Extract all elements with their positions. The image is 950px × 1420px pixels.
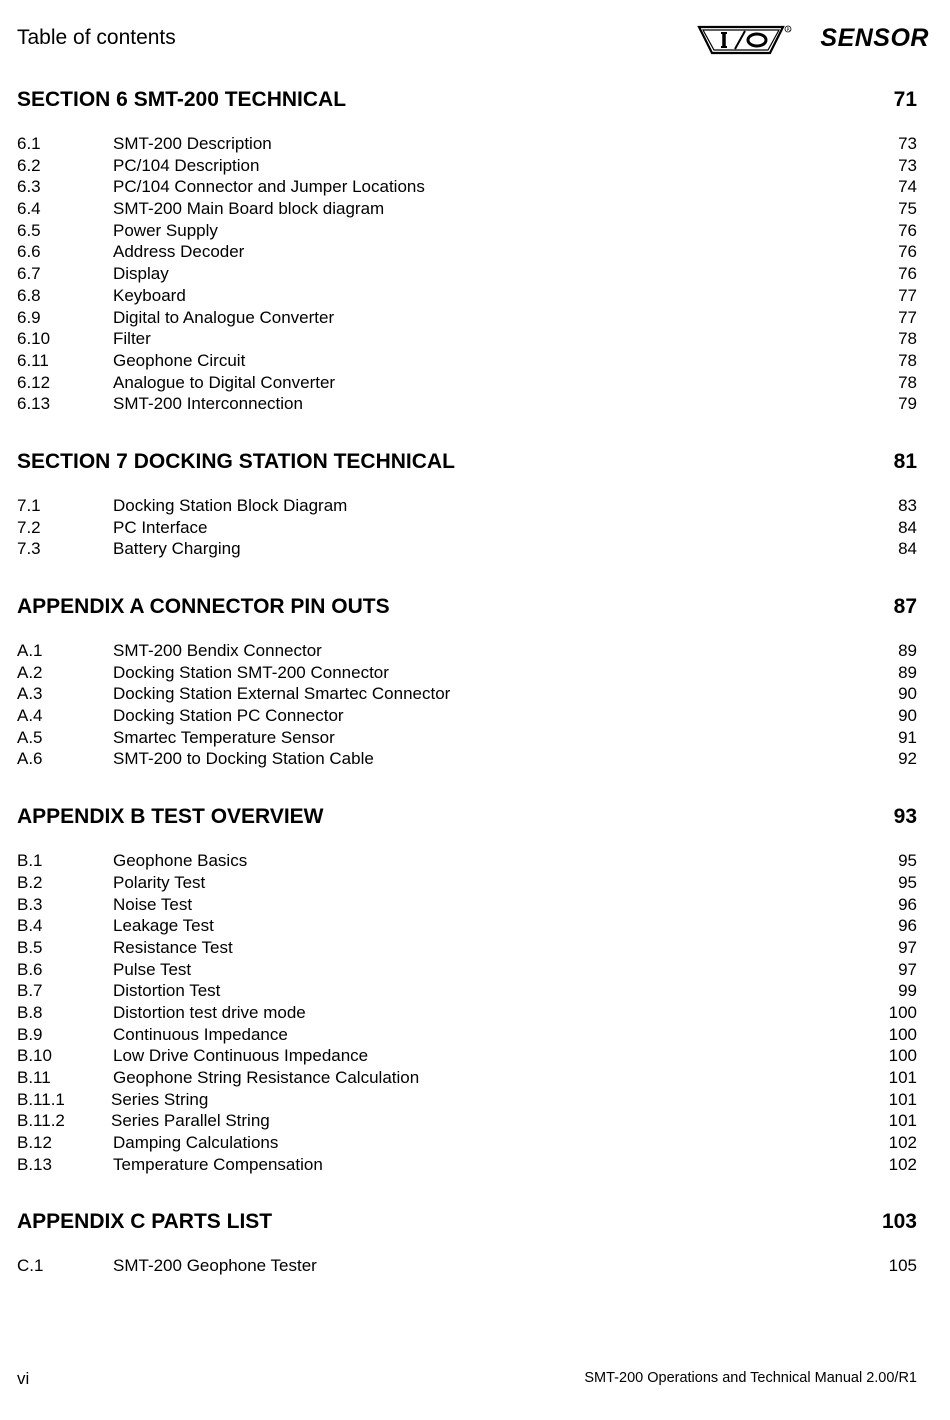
toc-section bbox=[17, 1210, 917, 1278]
toc-entry bbox=[17, 1111, 917, 1133]
section-heading bbox=[17, 88, 917, 120]
entry-title: Analogue to Digital Converter bbox=[113, 372, 336, 392]
toc-entry bbox=[17, 1256, 917, 1278]
entry-page: 90 bbox=[898, 706, 917, 726]
entry-number: B.4 bbox=[17, 916, 43, 936]
toc-entry bbox=[17, 351, 917, 373]
entry-number: B.2 bbox=[17, 872, 43, 892]
entry-title: Docking Station External Smartec Connector bbox=[113, 684, 451, 704]
entry-title: Low Drive Continuous Impedance bbox=[113, 1046, 369, 1066]
toc-sections bbox=[17, 88, 917, 1312]
io-logo-icon bbox=[697, 24, 793, 56]
section-heading bbox=[17, 450, 917, 482]
entry-number: 6.4 bbox=[17, 199, 41, 219]
toc-section bbox=[17, 450, 917, 561]
entry-title: SMT-200 Main Board block diagram bbox=[113, 199, 385, 219]
entry-page: 96 bbox=[898, 894, 917, 914]
toc-entry bbox=[17, 916, 917, 938]
entry-page: 100 bbox=[888, 1046, 917, 1066]
toc-entry bbox=[17, 496, 917, 518]
toc-entry bbox=[17, 134, 917, 156]
entry-page: 83 bbox=[898, 495, 917, 515]
entry-page: 100 bbox=[888, 1024, 917, 1044]
section-heading-page: 87 bbox=[893, 595, 917, 618]
entry-page: 78 bbox=[898, 329, 917, 349]
brand-name: SENSOR bbox=[820, 24, 929, 52]
toc-entry bbox=[17, 938, 917, 960]
entry-page: 89 bbox=[898, 662, 917, 682]
section-heading bbox=[17, 595, 917, 627]
entry-number: B.12 bbox=[17, 1133, 52, 1153]
toc-entry bbox=[17, 728, 917, 750]
entry-number: 7.1 bbox=[17, 495, 41, 515]
entry-number: 6.6 bbox=[17, 242, 41, 262]
entry-page: 95 bbox=[898, 851, 917, 871]
entry-title: Series String bbox=[111, 1089, 209, 1109]
section-heading bbox=[17, 1210, 917, 1242]
entry-page: 97 bbox=[898, 937, 917, 957]
entry-page: 84 bbox=[898, 539, 917, 559]
entry-number: 6.1 bbox=[17, 134, 41, 153]
section-heading bbox=[17, 805, 917, 837]
toc-entry bbox=[17, 308, 917, 330]
entry-page: 89 bbox=[898, 641, 917, 660]
entry-title: Smartec Temperature Sensor bbox=[113, 727, 335, 747]
toc-entry bbox=[17, 373, 917, 395]
entry-title: PC/104 Description bbox=[113, 155, 260, 175]
entry-number: 7.3 bbox=[17, 539, 41, 559]
entry-page: 92 bbox=[898, 749, 917, 769]
toc-entry bbox=[17, 1155, 917, 1177]
entry-title: Geophone Basics bbox=[113, 851, 248, 871]
toc-section bbox=[17, 805, 917, 1176]
toc-entry bbox=[17, 663, 917, 685]
entry-number: 6.7 bbox=[17, 264, 41, 284]
entry-number: 6.8 bbox=[17, 285, 41, 305]
section-heading-page: 81 bbox=[893, 449, 917, 473]
entry-number: 6.9 bbox=[17, 307, 41, 327]
entry-number: 6.12 bbox=[17, 372, 51, 392]
entry-page: 73 bbox=[898, 134, 917, 153]
entry-page: 78 bbox=[898, 372, 917, 392]
entry-page: 76 bbox=[898, 242, 917, 262]
entry-title: PC/104 Connector and Jumper Locations bbox=[113, 177, 425, 197]
toc-entry bbox=[17, 539, 917, 561]
section-heading-title: APPENDIX A CONNECTOR PIN OUTS bbox=[17, 595, 390, 618]
entry-title: Keyboard bbox=[113, 285, 186, 305]
toc-entry bbox=[17, 1046, 917, 1068]
entry-number: B.11.1 bbox=[17, 1089, 65, 1109]
section-heading-page: 103 bbox=[881, 1210, 917, 1234]
entry-page: 76 bbox=[898, 220, 917, 240]
entry-number: B.5 bbox=[17, 937, 43, 957]
entry-number: 7.2 bbox=[17, 517, 41, 537]
entry-number: B.11.2 bbox=[17, 1111, 65, 1131]
entry-title: Series Parallel String bbox=[111, 1111, 270, 1131]
entry-title: Docking Station PC Connector bbox=[113, 706, 344, 726]
toc-entry bbox=[17, 749, 917, 771]
entry-number: B.8 bbox=[17, 1002, 43, 1022]
toc-entry bbox=[17, 684, 917, 706]
entry-title: Damping Calculations bbox=[113, 1133, 279, 1153]
toc-entry bbox=[17, 221, 917, 243]
toc-entry bbox=[17, 329, 917, 351]
entry-page: 91 bbox=[898, 727, 917, 747]
footer-manual-title: SMT-200 Operations and Technical Manual 2.00/R1 bbox=[584, 1370, 917, 1386]
toc-entry bbox=[17, 177, 917, 199]
entry-title: SMT-200 to Docking Station Cable bbox=[113, 749, 374, 769]
section-heading-page: 71 bbox=[893, 88, 917, 111]
toc-section bbox=[17, 595, 917, 771]
entry-title: Filter bbox=[113, 329, 151, 349]
toc-entry bbox=[17, 641, 917, 663]
entry-title: Distortion Test bbox=[113, 981, 221, 1001]
entry-title: Digital to Analogue Converter bbox=[113, 307, 335, 327]
entry-page: 102 bbox=[888, 1133, 917, 1153]
toc-entry bbox=[17, 264, 917, 286]
toc-section bbox=[17, 88, 917, 416]
entry-number: B.6 bbox=[17, 959, 43, 979]
entry-number: B.9 bbox=[17, 1024, 43, 1044]
entry-page: 77 bbox=[898, 307, 917, 327]
entry-title: Display bbox=[113, 264, 169, 284]
entry-page: 75 bbox=[898, 199, 917, 219]
entry-number: 6.2 bbox=[17, 155, 41, 175]
entry-title: Power Supply bbox=[113, 220, 218, 240]
entry-title: Distortion test drive mode bbox=[113, 1002, 306, 1022]
toc-entry bbox=[17, 394, 917, 416]
footer-page-number: vi bbox=[17, 1369, 30, 1388]
toc-entry bbox=[17, 1068, 917, 1090]
toc-entry bbox=[17, 981, 917, 1003]
entry-number: A.5 bbox=[17, 727, 43, 747]
entry-number: A.2 bbox=[17, 662, 43, 682]
entry-number: 6.13 bbox=[17, 394, 51, 414]
entry-title: SMT-200 Geophone Tester bbox=[113, 1256, 317, 1276]
entry-title: SMT-200 Description bbox=[113, 134, 272, 153]
entry-page: 95 bbox=[898, 872, 917, 892]
entry-page: 100 bbox=[888, 1002, 917, 1022]
section-heading-title: APPENDIX B TEST OVERVIEW bbox=[17, 805, 324, 829]
toc-entry bbox=[17, 518, 917, 540]
toc-entry bbox=[17, 960, 917, 982]
entry-title: Docking Station Block Diagram bbox=[113, 495, 348, 515]
entry-title: SMT-200 Interconnection bbox=[113, 394, 303, 414]
toc-entry bbox=[17, 286, 917, 308]
entry-page: 77 bbox=[898, 285, 917, 305]
toc-entry bbox=[17, 1133, 917, 1155]
toc-entry bbox=[17, 1003, 917, 1025]
entry-page: 96 bbox=[898, 916, 917, 936]
entry-number: 6.11 bbox=[17, 350, 49, 370]
svg-text:R: R bbox=[786, 27, 790, 33]
entry-title: Continuous Impedance bbox=[113, 1024, 288, 1044]
section-heading-title: APPENDIX C PARTS LIST bbox=[17, 1210, 273, 1234]
entry-page: 99 bbox=[898, 981, 917, 1001]
entry-number: B.1 bbox=[17, 851, 43, 871]
toc-entry bbox=[17, 156, 917, 178]
entry-page: 74 bbox=[898, 177, 917, 197]
section-heading-page: 93 bbox=[893, 805, 917, 829]
entry-page: 90 bbox=[898, 684, 917, 704]
entry-number: A.1 bbox=[17, 641, 43, 660]
entry-title: Temperature Compensation bbox=[113, 1154, 323, 1174]
entry-page: 101 bbox=[888, 1089, 917, 1109]
entry-number: 6.5 bbox=[17, 220, 41, 240]
entry-title: Noise Test bbox=[113, 894, 193, 914]
toc-entry bbox=[17, 706, 917, 728]
entry-page: 102 bbox=[888, 1154, 917, 1174]
entry-number: 6.10 bbox=[17, 329, 51, 349]
toc-entry bbox=[17, 873, 917, 895]
entry-number: B.10 bbox=[17, 1046, 52, 1066]
entry-number: C.1 bbox=[17, 1256, 44, 1276]
entry-page: 76 bbox=[898, 264, 917, 284]
entry-title: Polarity Test bbox=[113, 872, 206, 892]
entry-number: A.6 bbox=[17, 749, 43, 769]
entry-page: 84 bbox=[898, 517, 917, 537]
entry-number: B.11 bbox=[17, 1068, 51, 1087]
entry-number: A.4 bbox=[17, 706, 43, 726]
entry-title: SMT-200 Bendix Connector bbox=[113, 641, 322, 660]
page-title: Table of contents bbox=[17, 26, 176, 49]
entry-page: 101 bbox=[888, 1111, 917, 1131]
toc-entry bbox=[17, 1090, 917, 1112]
toc-entry bbox=[17, 242, 917, 264]
entry-number: B.7 bbox=[17, 981, 43, 1001]
toc-entry bbox=[17, 1025, 917, 1047]
entry-title: Resistance Test bbox=[113, 937, 233, 957]
entry-page: 101 bbox=[888, 1068, 917, 1087]
entry-number: B.3 bbox=[17, 894, 43, 914]
entry-page: 97 bbox=[898, 959, 917, 979]
entry-number: 6.3 bbox=[17, 177, 41, 197]
entry-page: 78 bbox=[898, 350, 917, 370]
entry-title: Pulse Test bbox=[113, 959, 192, 979]
entry-title: Geophone String Resistance Calculation bbox=[113, 1068, 420, 1087]
section-heading-title: SECTION 7 DOCKING STATION TECHNICAL bbox=[17, 449, 455, 473]
entry-title: Leakage Test bbox=[113, 916, 214, 936]
entry-number: A.3 bbox=[17, 684, 43, 704]
entry-title: Geophone Circuit bbox=[113, 350, 246, 370]
toc-entry bbox=[17, 895, 917, 917]
entry-title: Docking Station SMT-200 Connector bbox=[113, 662, 389, 682]
entry-title: PC Interface bbox=[113, 517, 208, 537]
toc-entry bbox=[17, 851, 917, 873]
toc-entry bbox=[17, 199, 917, 221]
section-heading-title: SECTION 6 SMT-200 TECHNICAL bbox=[17, 88, 347, 111]
entry-page: 105 bbox=[888, 1256, 917, 1276]
entry-page: 73 bbox=[898, 155, 917, 175]
entry-page: 79 bbox=[898, 394, 917, 414]
entry-title: Address Decoder bbox=[113, 242, 245, 262]
entry-number: B.13 bbox=[17, 1154, 52, 1174]
entry-title: Battery Charging bbox=[113, 539, 241, 559]
